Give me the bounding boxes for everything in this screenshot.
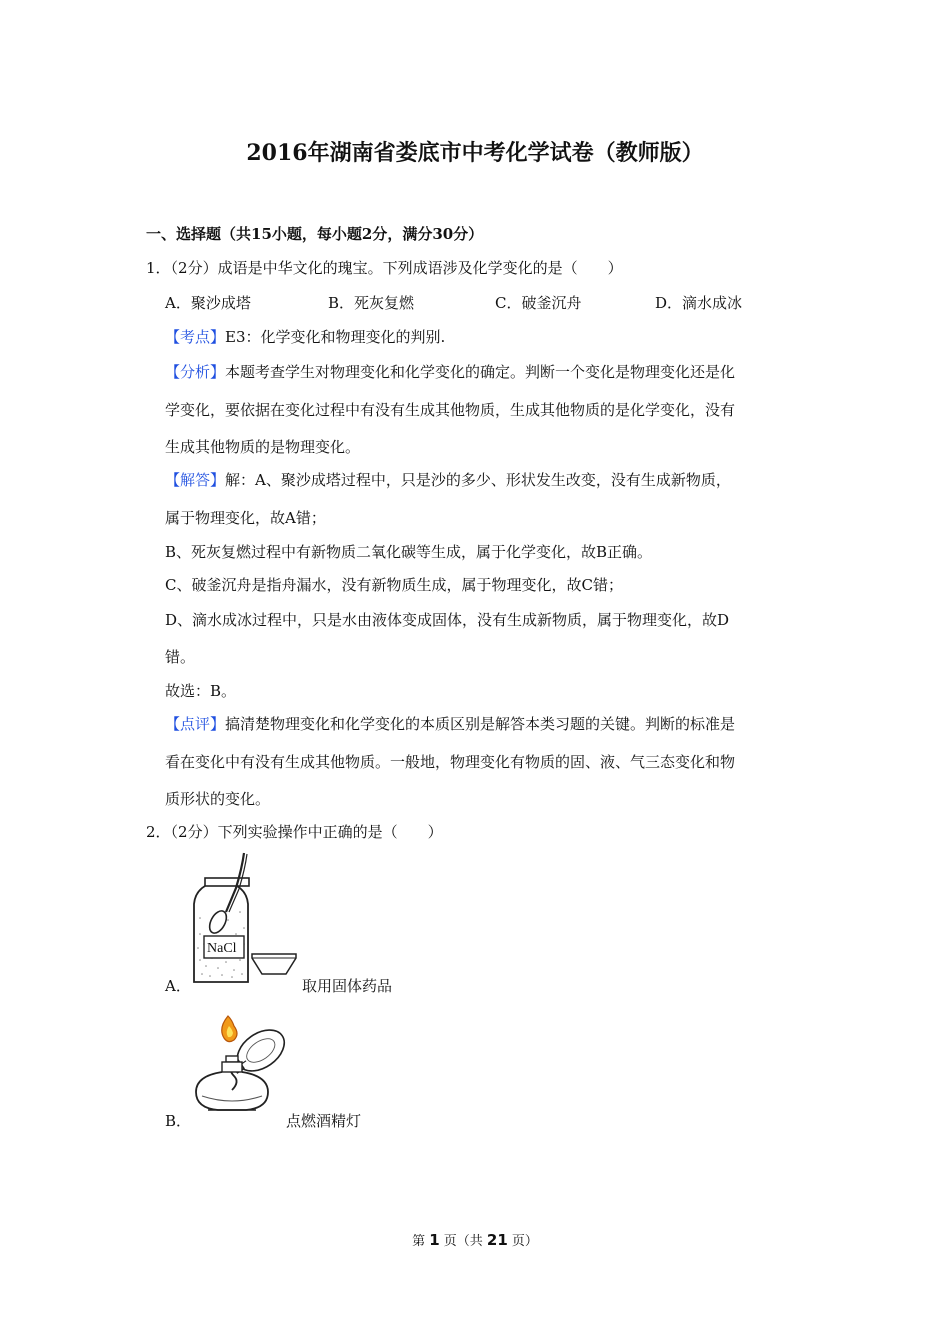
footer-middle: 页（共 (439, 1234, 487, 1249)
q1-option-d: D．滴水成冰 (655, 294, 743, 312)
q1-kaodian (165, 326, 445, 347)
q2-stem: 2．（2分）下列实验操作中正确的是（ ） (146, 823, 443, 841)
footer-prefix: 第 (412, 1234, 430, 1249)
kaodian-text: E3：化学变化和物理变化的判别. (225, 328, 446, 346)
q1-jieda-line-2: 属于物理变化，故A错； (165, 509, 326, 527)
q1-jieda-line-7: 故选：B。 (165, 682, 237, 700)
q1-jieda-line-6: 错。 (165, 648, 196, 666)
dianping-text-1: 搞清楚物理变化和化学变化的本质区别是解答本类习题的关键。判断的标准是 (225, 715, 736, 733)
q1-stem: 1．（2分）成语是中华文化的瑰宝。下列成语涉及化学变化的是（ ） (146, 259, 623, 277)
footer-suffix: 页） (507, 1234, 538, 1249)
alcohol-lamp-figure (188, 1010, 292, 1116)
q1-jieda-line-5: D、滴水成冰过程中，只是水由液体变成固体，没有生成新物质，属于物理变化，故D (165, 611, 730, 629)
q1-option-b: B．死灰复燃 (328, 294, 415, 312)
page-footer (0, 1230, 950, 1249)
q1-fenxi-line-3: 生成其他物质的是物理变化。 (165, 438, 361, 456)
q1-jieda-line-4: C、破釜沉舟是指舟漏水，没有新物质生成，属于物理变化，故C错； (165, 576, 623, 594)
q1-dianping-line-1 (165, 713, 735, 734)
page-title: 2016年湖南省娄底市中考化学试卷（教师版） (246, 140, 704, 166)
q2-option-b-letter: B． (165, 1112, 192, 1130)
q1-jieda-line-1 (165, 469, 731, 490)
q2-option-a-letter: A． (165, 977, 191, 995)
fenxi-text-1: 本题考查学生对物理变化和化学变化的确定。判断一个变化是物理变化还是化 (225, 363, 736, 381)
q1-fenxi-line-2: 学变化，要依据在变化过程中有没有生成其他物质，生成其他物质的是化学变化，没有 (165, 401, 736, 419)
dianping-tag: 【点评】 (165, 715, 226, 733)
jieda-text-1: 解：A、聚沙成塔过程中，只是沙的多少、形状发生改变，没有生成新物质， (225, 471, 731, 489)
q1-dianping-line-2: 看在变化中有没有生成其他物质。一般地，物理变化有物质的固、液、气三态变化和物 (165, 753, 736, 771)
jieda-tag: 【解答】 (165, 471, 226, 489)
q1-fenxi-line-1 (165, 361, 735, 382)
kaodian-tag: 【考点】 (165, 328, 226, 346)
q1-option-a: A．聚沙成塔 (165, 294, 251, 312)
nacl-label: NaCl (207, 941, 237, 956)
q1-dianping-line-3: 质形状的变化。 (165, 790, 271, 808)
q2-option-a-caption: 取用固体药品 (302, 977, 393, 995)
section-heading: 一、选择题（共15小题，每小题2分，满分30分） (146, 225, 484, 243)
q2-option-b-caption: 点燃酒精灯 (286, 1112, 362, 1130)
fenxi-tag: 【分析】 (165, 363, 226, 381)
q1-jieda-line-3: B、死灰复燃过程中有新物质二氧化碳等生成，属于化学变化，故B正确。 (165, 543, 653, 561)
q1-option-c: C．破釜沉舟 (495, 294, 582, 312)
footer-page-number: 1 (429, 1231, 440, 1249)
reagent-bottle-figure (188, 848, 300, 990)
footer-total-pages: 21 (486, 1231, 508, 1249)
q1-options (165, 292, 805, 314)
